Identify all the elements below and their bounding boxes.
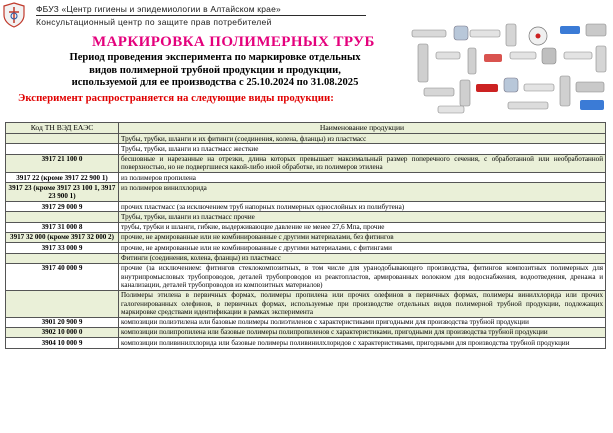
product-name-cell: Полимеры этилена в первичных формах, полимеры пропилена или прочих олефинов в первичных формах, полимеры винилхлорида или прочих галогенированных олефинов, в первичных формах, используемые при производстве отдельных видов полимерной трубной продукции, подлежащих маркировке средствами идентификации в рамках эксперимента xyxy=(119,290,606,317)
product-codes-table xyxy=(5,122,606,349)
table-row xyxy=(6,173,606,183)
product-name-cell: трубы, трубки и шланги, гибкие, выдерживающие давление не менее 27,6 Мпа, прочие xyxy=(119,222,606,232)
tnved-code-cell: 3917 23 (кроме 3917 23 100 1, 3917 23 900 1) xyxy=(6,183,119,202)
tnved-code-cell: 3917 22 (кроме 3917 22 900 1) xyxy=(6,173,119,183)
period-line: Период проведения эксперимента по маркировке отдельных xyxy=(69,52,361,63)
product-name-cell: из полимеров винилхлорида xyxy=(119,183,606,202)
tnved-code-cell: 3901 20 900 9 xyxy=(6,317,119,327)
tnved-code-cell: 3917 31 000 8 xyxy=(6,222,119,232)
consulting-center-subtitle: Консультационный центр по защите прав потребителей xyxy=(36,17,272,27)
pipe-fittings-illustration-icon xyxy=(410,22,610,120)
table-row xyxy=(6,212,606,222)
page-title: МАРКИРОВКА ПОЛИМЕРНЫХ ТРУБ xyxy=(92,34,375,50)
table-row xyxy=(6,154,606,173)
product-name-cell: композиции поливинилхлорида или базовые полимеры поливинилхлоридов с характеристиками, пригодными для производства трубной продукции xyxy=(119,338,606,348)
product-name-cell: композиции полипропилена или базовые полимеры полипропиленов с характеристиками, пригодными для производства трубной продукции xyxy=(119,327,606,337)
tnved-code-cell: 3917 33 000 9 xyxy=(6,243,119,253)
table-body xyxy=(6,134,606,349)
table-row xyxy=(6,202,606,212)
experiment-period xyxy=(20,52,410,90)
tnved-code-cell: 3917 32 000 (кроме 3917 32 000 2) xyxy=(6,232,119,242)
table-row xyxy=(6,327,606,337)
organization-name: ФБУЗ «Центр гигиены и эпидемиологии в Алтайском крае» xyxy=(36,4,281,14)
tnved-code-cell xyxy=(6,253,119,263)
product-name-cell: прочие, не армированные или не комбинированные с другими материалами, без фитингов xyxy=(119,232,606,242)
product-name-cell: из полимеров пропилена xyxy=(119,173,606,183)
product-name-cell: прочие, не армированные или не комбинированные с другими материалами, с фитингами xyxy=(119,243,606,253)
experiment-note: Эксперимент распространяется на следующие виды продукции: xyxy=(18,92,334,104)
table-row xyxy=(6,183,606,202)
table-row xyxy=(6,222,606,232)
product-name-cell: прочие (за исключением: фитингов стеклокомпозитных, в том числе для уранодобывающего производства, фитингов композитных полимерных для внутрипромысловых трубопроводов, деталей трубопроводов из реактопластов, армированных волокном для водоснабжения, водоотведения, дренажа и канализации, деталей трубопроводов из композитных материалов) xyxy=(119,263,606,290)
tnved-code-cell: 3902 10 000 0 xyxy=(6,327,119,337)
period-line: видов полимерной трубной продукции и продукции, xyxy=(89,64,341,76)
tnved-code-cell: 3917 21 100 0 xyxy=(6,154,119,173)
table-row xyxy=(6,243,606,253)
tnved-code-cell: 3917 29 000 9 xyxy=(6,202,119,212)
period-line: используемой для ее производства с 25.10.2024 по 31.08.2025 xyxy=(71,77,359,88)
tnved-code-cell xyxy=(6,144,119,154)
table-row xyxy=(6,253,606,263)
rospotrebnadzor-emblem-icon xyxy=(2,2,26,28)
tnved-code-cell xyxy=(6,290,119,317)
table-row xyxy=(6,338,606,348)
product-name-cell: композиции полиэтилена или базовые полимеры полиэтиленов с характеристиками пригодными для производства трубной продукции xyxy=(119,317,606,327)
header-divider xyxy=(36,15,366,16)
product-name-cell: прочих пластмасс (за исключением труб напорных полимерных однослойных из полибутена) xyxy=(119,202,606,212)
tnved-code-cell xyxy=(6,134,119,144)
tnved-code-cell: 3904 10 000 9 xyxy=(6,338,119,348)
product-name-cell: Трубы, трубки, шланги и их фитинги (соединения, колена, фланцы) из пластмасс xyxy=(119,134,606,144)
table-row xyxy=(6,317,606,327)
tnved-code-cell xyxy=(6,212,119,222)
table-row xyxy=(6,290,606,317)
page-header xyxy=(0,0,613,122)
table-header-row xyxy=(6,123,606,134)
table-row xyxy=(6,263,606,290)
table-row xyxy=(6,134,606,144)
table-row xyxy=(6,144,606,154)
product-name-cell: Трубы, трубки, шланги из пластмасс прочие xyxy=(119,212,606,222)
product-name-cell: Фитинги (соединения, колена, фланцы) из пластмасс xyxy=(119,253,606,263)
header-code: Код ТН ВЭД ЕАЭС xyxy=(6,123,119,134)
product-name-cell: Трубы, трубки, шланги из пластмасс жесткие xyxy=(119,144,606,154)
tnved-code-cell: 3917 40 000 9 xyxy=(6,263,119,290)
header-name: Наименование продукции xyxy=(119,123,606,134)
product-name-cell: бесшовные и нарезанные на отрезки, длина которых превышает максимальный размер поперечного сечения, с обработанной или необработанной поверхностью, но не подвергшиеся какой-либо иной обработке, из полимеров этилена xyxy=(119,154,606,173)
table-row xyxy=(6,232,606,242)
